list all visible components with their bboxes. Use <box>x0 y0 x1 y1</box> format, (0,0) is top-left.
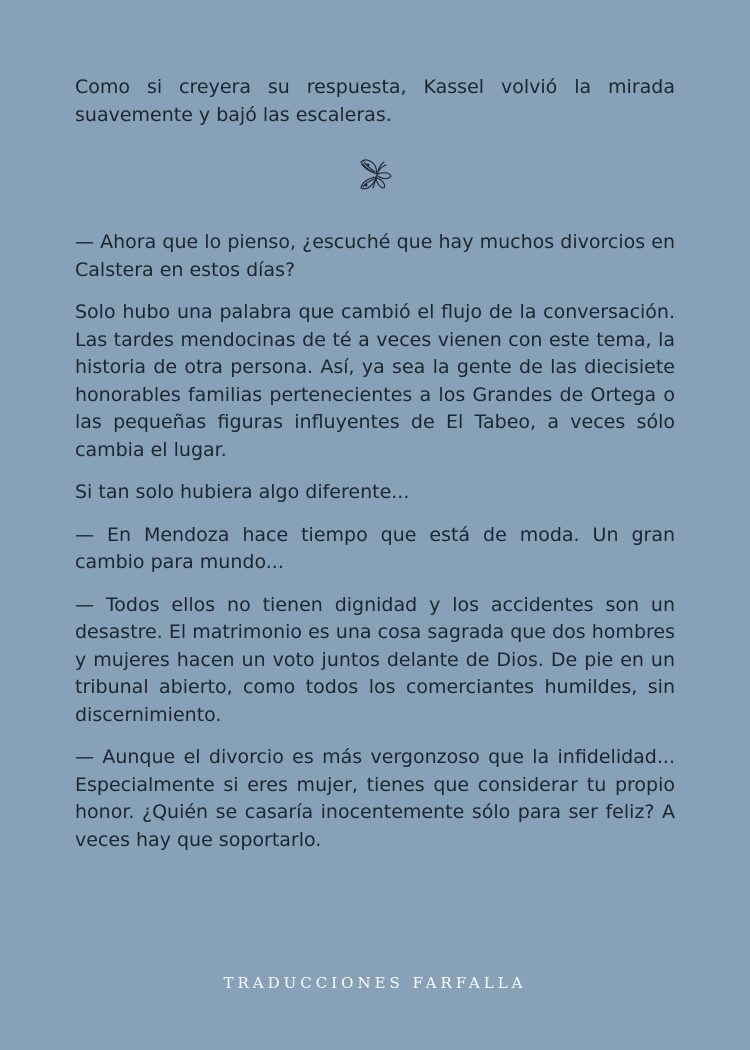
paragraph-6: — Aunque el divorcio es más vergonzoso que la infidelidad... Especialmente si eres mujer, tienes que considerar tu propio honor. ¿Quién se casaría inocentemente sólo para ser feliz? A veces hay que soportarlo. <box>75 746 675 851</box>
paragraph-2: Solo hubo una palabra que cambió el flujo de la conversación. Las tardes mendocinas de té a veces vienen con este tema, la historia de otra persona. Así, ya sea la gente de las diecisiete honorables familias pertenecientes a los Grandes de Ortega o las pequeñas figuras influyentes de El Tabeo, a veces sólo cambia el lugar. <box>75 301 675 461</box>
document-body <box>75 74 675 869</box>
footer-credit: TRADUCCIONES FARFALLA <box>223 974 527 992</box>
paragraph-5: — Todos ellos no tienen dignidad y los accidentes son un desastre. El matrimonio es una cosa sagrada que dos hombres y mujeres hacen un voto juntos delante de Dios. De pie en un tribunal abierto, como todos los comerciantes humildes, sin discernimiento. <box>75 593 675 726</box>
butterfly-icon <box>351 150 399 198</box>
paragraph-1: — Ahora que lo pienso, ¿escuché que hay muchos divorcios en Calstera en estos días? <box>75 231 675 281</box>
paragraph-4: — En Mendoza hace tiempo que está de moda. Un gran cambio para mundo... <box>75 523 675 573</box>
paragraph-3: Si tan solo hubiera algo diferente... <box>75 481 410 503</box>
paragraph-intro: Como si creyera su respuesta, Kassel volvió la mirada suavemente y bajó las escaleras. <box>75 76 675 126</box>
scene-break-ornament <box>75 144 675 204</box>
